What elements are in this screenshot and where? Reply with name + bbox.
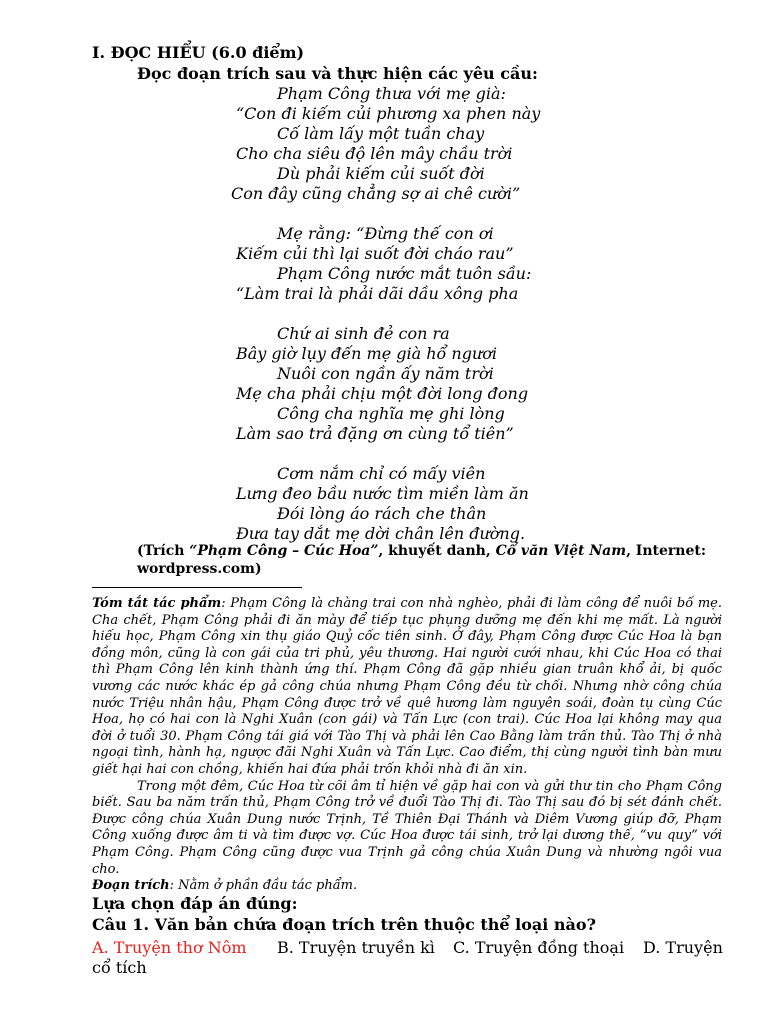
option-d-continued[interactable]: cổ tích (92, 958, 147, 977)
poem-line: Cố làm lấy một tuần chay (277, 124, 485, 143)
footnote-divider (92, 587, 302, 588)
excerpt-label: Đoạn trích (92, 878, 170, 894)
quiz-instruction: Lựa chọn đáp án đúng: (92, 894, 298, 913)
citation-book: Cổ văn Việt Nam (495, 543, 627, 559)
option-d[interactable]: D. Truyện (643, 938, 723, 957)
poem-line: Chứ ai sinh đẻ con ra (277, 324, 450, 343)
question-1: Câu 1. Văn bản chứa đoạn trích trên thuộc thể loại nào? (92, 915, 596, 934)
citation-suffix: , Internet: wordpress.com) (137, 543, 707, 577)
summary-text: : Phạm Công là chàng trai con nhà nghèo, phải đi làm công để nuôi bố mẹ. Cha chết, Phạm Công phải đi ăn mày để tiếp tục phụng dưỡng mẹ đến khi mẹ mất. Là người hiếu học, Phạm Công xin thụ giáo Quỷ cốc tiên sinh. Ở đây, Phạm Công được Cúc Hoa là bạn đồng môn, cũng là con gái của tri phủ, yêu thương. Hai người cưới nhau, khi Cúc Hoa có thai thì Phạm Công lên kinh thành ứng thí. Phạm Công đã gặp nhiều gian truân khổ ải, bị quốc vương các nước khác ép gả công chúa nhưng Phạm Công đều từ chối. Nhưng nhờ công chúa nước Triệu nhân hậu, Phạm Công được trở về quê hương làm nguyên soái, đoàn tụ cùng Cúc Hoa, họ có hai con là Nghi Xuân (con gái) và Tấn Lực (con trai). Cúc Hoa lại không may qua đời ở tuổi 30. Phạm Công tái giá với Tào Thị và phải lên Cao Bằng làm trấn thủ. Tào Thị ở nhà ngoại tình, hành hạ, ngược đãi Nghi Xuân và Tấn Lực. Cao điểm, thị cùng người tình bàn mưu giết hại hai con chồng, khiến hai đứa phải trốn khỏi nhà đi ăn xin. (92, 596, 722, 777)
work-summary (92, 596, 722, 895)
poem-line: Mẹ cha phải chịu một đời long đong (236, 384, 529, 403)
poem-line: Lưng đeo bầu nước tìm miền làm ăn (236, 484, 529, 503)
poem-line: Kiếm củi thì lại suốt đời cháo rau” (236, 244, 514, 263)
poem-line: Cho cha siêu độ lên mây chầu trời (236, 144, 513, 163)
poem-line: Dù phải kiếm củi suốt đời (277, 164, 485, 183)
poem-line: Con đây cũng chẳng sợ ai chê cười” (231, 184, 521, 203)
poem-line: Đói lòng áo rách che thân (277, 504, 487, 523)
poem-line: Làm sao trả đặng ơn cùng tổ tiên” (236, 424, 514, 443)
poem-line: “Con đi kiếm củi phương xa phen này (236, 104, 541, 123)
excerpt-text: : Nằm ở phần đầu tác phẩm. (169, 878, 358, 894)
poem-line: Cơm nắm chỉ có mấy viên (277, 464, 486, 483)
poem-line: Bây giờ lụy đến mẹ già hổ ngươi (236, 344, 498, 363)
poem-line: Đưa tay dắt mẹ dời chân lên đường. (236, 524, 526, 543)
citation-work: “Phạm Công – Cúc Hoa” (189, 543, 379, 559)
summary-label: Tóm tắt tác phẩm (92, 596, 222, 611)
reading-instruction: Đọc đoạn trích sau và thực hiện các yêu cầu: (137, 64, 538, 83)
summary-paragraph: Trong một đêm, Cúc Hoa từ cõi âm tỉ hiện về gặp hai con và gửi thư tin cho Phạm Công biết. Sau ba năm trấn thủ, Phạm Công trở về đuổi Tào Thị đi. Tào Thị sau đó bị sét đánh chết. Được công chúa Xuân Dung nước Trịnh, Tề Thiên Đại Thánh và Diêm Vương giúp đỡ, Phạm Công xuống được âm ti và tìm được vợ. Cúc Hoa được tái sinh, trở lại dương thế, “vu quy” với Phạm Công. Phạm Công cũng được vua Trịnh gả công chúa Xuân Dung và nhường ngôi vua cho. (92, 778, 722, 877)
poem-line: Phạm Công nước mắt tuôn sầu: (277, 264, 532, 283)
citation-middle: , khuyết danh, (378, 543, 496, 559)
summary-paragraph (92, 596, 722, 779)
excerpt-note (92, 878, 722, 895)
option-b[interactable]: B. Truyện truyền kì (277, 938, 435, 957)
poem-line: “Làm trai là phải dãi dầu xông pha (236, 284, 519, 303)
citation-prefix: (Trích (137, 543, 190, 559)
source-citation (137, 542, 727, 578)
option-c[interactable]: C. Truyện đồng thoại (453, 938, 625, 957)
option-a[interactable]: A. Truyện thơ Nôm (92, 938, 247, 957)
poem-line: Mẹ rằng: “Đừng thế con ơi (277, 224, 494, 243)
section-heading: I. ĐỌC HIỂU (6.0 điểm) (92, 43, 305, 62)
poem-line: Phạm Công thưa với mẹ già: (277, 84, 506, 103)
poem-line: Công cha nghĩa mẹ ghi lòng (277, 404, 505, 423)
poem-line: Nuôi con ngần ấy năm trời (277, 364, 494, 383)
